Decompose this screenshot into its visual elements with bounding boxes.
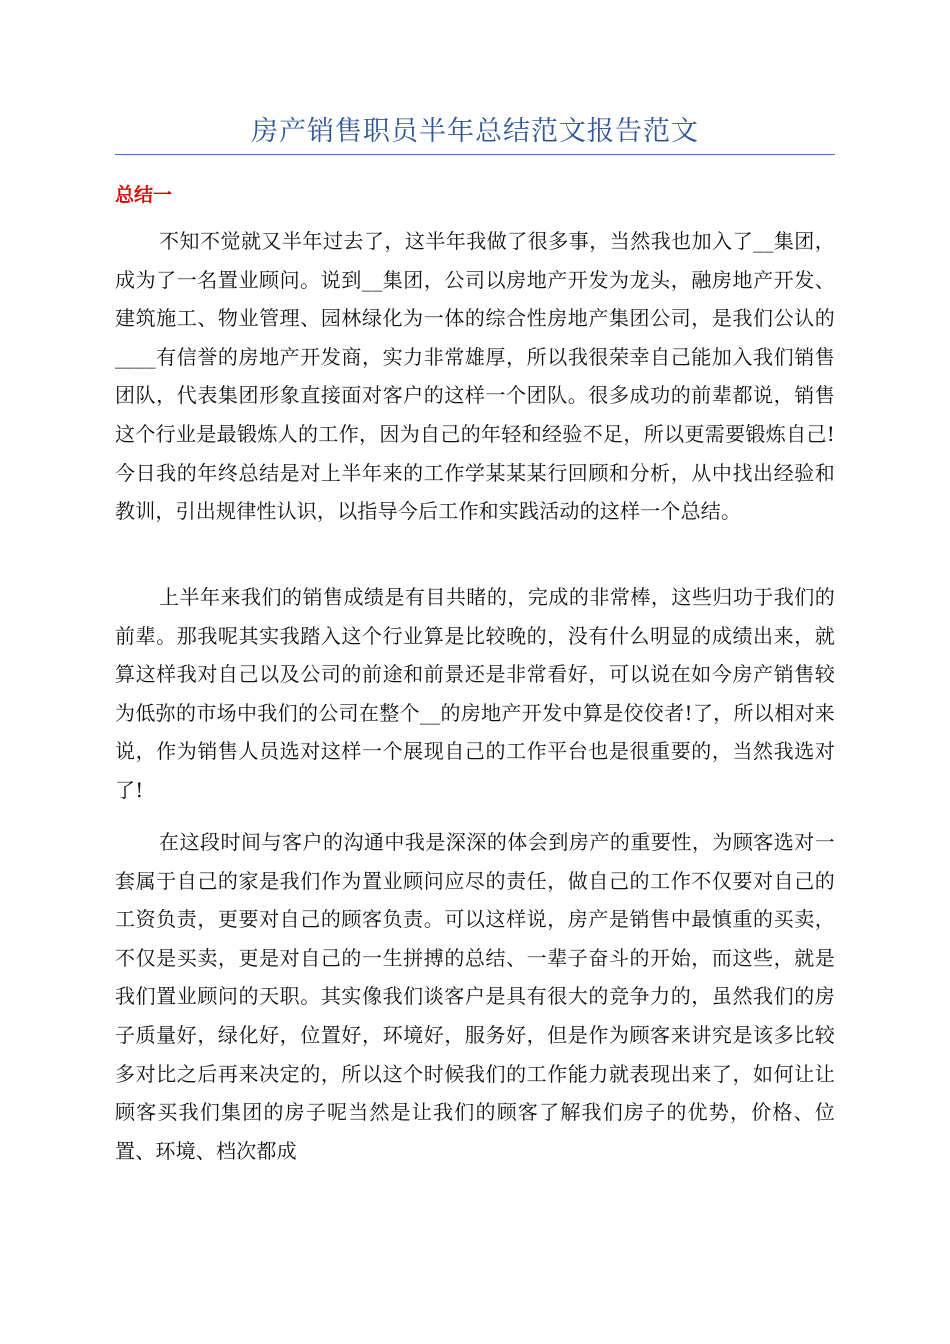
body-paragraph: 不知不觉就又半年过去了，这半年我做了很多事，当然我也加入了__集团，成为了一名置业顾问。说到__集团，公司以房地产开发为龙头，融房地产开发、建筑施工、物业管理、园林绿化为一体的综合性房地产集团公司，是我们公认的____有信誉的房地产开发商，实力非常雄厚，所以我很荣幸自己能加入我们销售团队，代表集团形象直接面对客户的这样一个团队。很多成功的前辈都说，销售这个行业是最锻炼人的工作，因为自己的年轻和经验不足，所以更需要锻炼自己!今日我的年终总结是对上半年来的工作学某某某行回顾和分析，从中找出经验和教训，引出规律性认识，以指导今后工作和实践活动的这样一个总结。 — [115, 229, 835, 524]
title-underline-divider — [115, 154, 835, 155]
body-paragraph: 在这段时间与客户的沟通中我是深深的体会到房产的重要性，为顾客选对一套属于自己的家是我们作为置业顾问应尽的责任，做自己的工作不仅要对自己的工资负责，更要对自己的顾客负责。可以这样说，房产是销售中最慎重的买卖，不仅是买卖，更是对自己的一生拼搏的总结、一辈子奋斗的开始，而这些，就是我们置业顾问的天职。其实像我们谈客户是具有很大的竞争力的，虽然我们的房子质量好，绿化好，位置好，环境好，服务好，但是作为顾客来讲究是该多比较多对比之后再来决定的，所以这个时候我们的工作能力就表现出来了，如何让让顾客买我们集团的房子呢当然是让我们的顾客了解我们房子的优势，价格、位置、环境、档次都成 — [115, 830, 835, 1163]
body-paragraph: 上半年来我们的销售成绩是有目共睹的，完成的非常棒，这些归功于我们的前辈。那我呢其实我踏入这个行业算是比较晚的，没有什么明显的成绩出来，就算这样我对自己以及公司的前途和前景还是非常看好，可以说在如今房产销售较为低弥的市场中我们的公司在整个__的房地产开发中算是佼佼者!了，所以相对来说，作为销售人员选对这样一个展现自己的工作平台也是很重要的，当然我选对了! — [115, 585, 835, 802]
document-title: 房产销售职员半年总结范文报告范文 — [251, 116, 699, 147]
section-heading: 总结一 — [115, 184, 173, 206]
